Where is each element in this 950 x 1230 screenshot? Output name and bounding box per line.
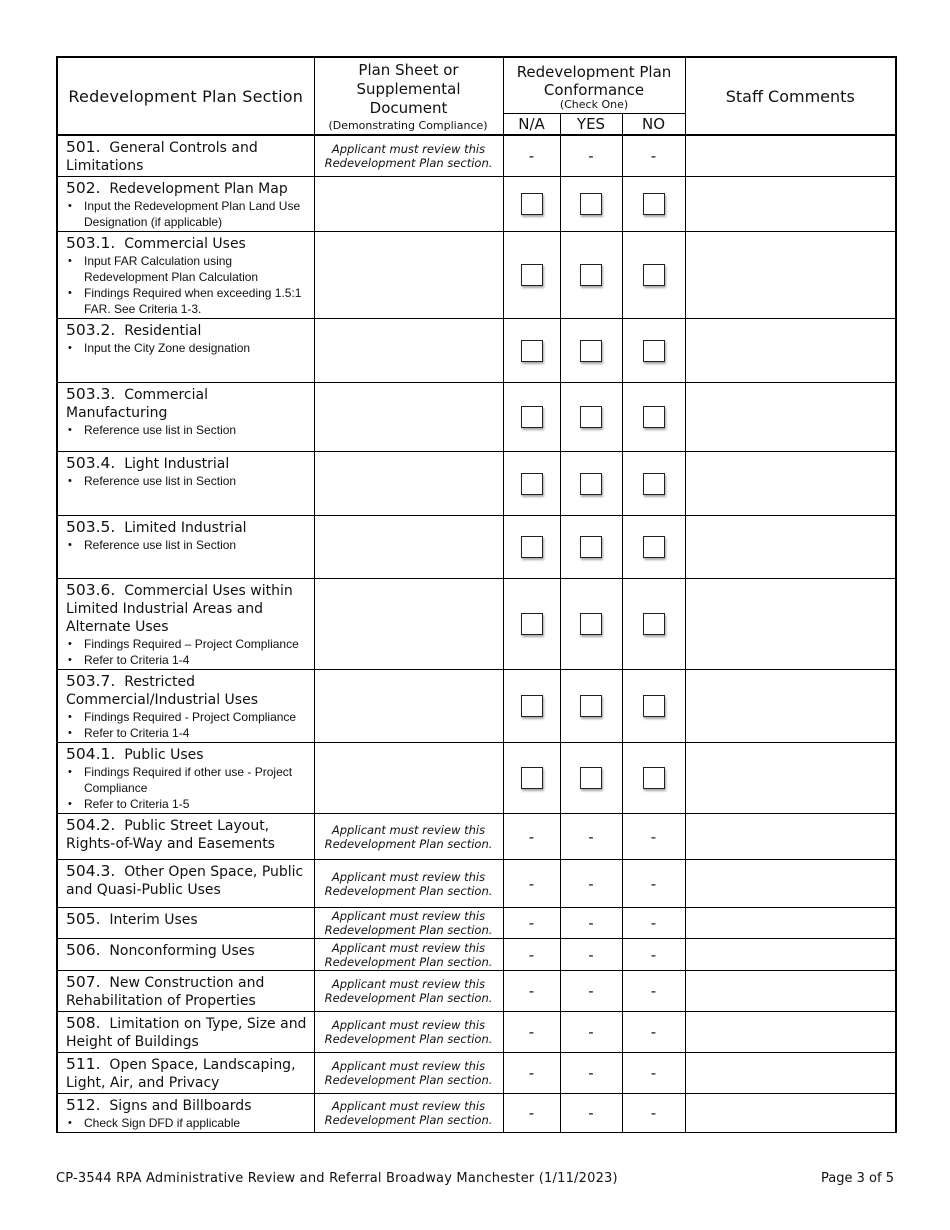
header-yes: YES (560, 113, 622, 135)
checkbox-cell-no (622, 232, 685, 319)
staff-comments-cell[interactable] (685, 1094, 896, 1133)
table-row (57, 1053, 896, 1094)
dash-cell-no: - (622, 135, 685, 177)
dash-cell-no: - (622, 1053, 685, 1094)
dash-cell-yes: - (560, 1053, 622, 1094)
section-bullets (66, 709, 308, 741)
dash-cell-na: - (503, 1094, 560, 1133)
dash-cell-yes: - (560, 939, 622, 971)
staff-comments-cell[interactable] (685, 971, 896, 1012)
checkbox-cell-na (503, 383, 560, 452)
section-bullets (66, 1115, 308, 1131)
plan-sheet-cell[interactable] (314, 579, 503, 670)
checkbox-cell-na (503, 743, 560, 814)
section-number: 506. (66, 941, 101, 959)
table-row (57, 319, 896, 383)
plan-sheet-note: Applicant must review this Redevelopment Plan section. (324, 909, 493, 937)
plan-sheet-cell[interactable] (314, 177, 503, 232)
section-number: 503.2. (66, 321, 116, 339)
table-row (57, 971, 896, 1012)
checkbox-cell-yes (560, 670, 622, 743)
plan-sheet-cell[interactable] (314, 319, 503, 383)
staff-comments-cell[interactable] (685, 939, 896, 971)
plan-sheet-cell (314, 939, 503, 971)
checkbox-no[interactable] (643, 193, 665, 215)
section-title: Public Street Layout, Rights-of-Way and Easements (66, 818, 275, 852)
staff-comments-cell[interactable] (685, 1053, 896, 1094)
dash-cell-na: - (503, 908, 560, 939)
section-number: 503.7. (66, 672, 116, 690)
staff-comments-cell[interactable] (685, 670, 896, 743)
staff-comments-cell[interactable] (685, 516, 896, 579)
section-bullet: • Findings Required – Project Compliance (84, 636, 308, 652)
header-plansheet: Plan Sheet or Supplemental Document (356, 60, 461, 117)
plan-sheet-note: Applicant must review this Redevelopment Plan section. (324, 869, 493, 898)
section-bullet: • Input FAR Calculation using Redevelopment Plan Calculation (84, 253, 308, 285)
section-cell (57, 908, 314, 939)
table-row (57, 516, 896, 579)
table-row (57, 670, 896, 743)
table-row (57, 814, 896, 860)
section-bullets (66, 253, 308, 317)
section-number: 508. (66, 1014, 101, 1032)
section-bullet: • Refer to Criteria 1-4 (84, 725, 308, 741)
section-cell (57, 1094, 314, 1133)
header-plansheet-cell (314, 57, 503, 135)
section-bullet: • Check Sign DFD if applicable (84, 1115, 308, 1131)
section-bullets (66, 340, 308, 356)
checkbox-no[interactable] (643, 473, 665, 495)
checkbox-no[interactable] (643, 406, 665, 428)
plan-sheet-cell (314, 1094, 503, 1133)
dash-cell-na: - (503, 971, 560, 1012)
plan-sheet-note: Applicant must review this Redevelopment Plan section. (324, 977, 493, 1005)
table-row (57, 135, 896, 177)
dash-cell-yes: - (560, 908, 622, 939)
checkbox-no[interactable] (643, 695, 665, 717)
staff-comments-cell[interactable] (685, 135, 896, 177)
checkbox-cell-no (622, 319, 685, 383)
checkbox-no[interactable] (643, 767, 665, 789)
checkbox-yes[interactable] (580, 193, 602, 215)
section-number: 503.6. (66, 581, 116, 599)
dash-cell-yes: - (560, 860, 622, 908)
section-cell (57, 135, 314, 177)
checkbox-cell-na (503, 670, 560, 743)
section-bullets (66, 198, 308, 230)
dash-cell-yes: - (560, 971, 622, 1012)
section-cell (57, 383, 314, 452)
dash-cell-yes: - (560, 814, 622, 860)
section-bullets (66, 473, 308, 489)
table-row (57, 908, 896, 939)
section-number: 503.1. (66, 234, 116, 252)
table-row (57, 383, 896, 452)
dash-cell-na: - (503, 860, 560, 908)
checkbox-cell-yes (560, 177, 622, 232)
checkbox-cell-no (622, 579, 685, 670)
table-row (57, 452, 896, 516)
checkbox-yes[interactable] (580, 695, 602, 717)
section-cell (57, 1053, 314, 1094)
table-row (57, 743, 896, 814)
section-number: 512. (66, 1096, 101, 1114)
plan-sheet-cell[interactable] (314, 743, 503, 814)
dash-cell-na: - (503, 939, 560, 971)
staff-comments-cell[interactable] (685, 860, 896, 908)
plan-sheet-cell (314, 971, 503, 1012)
plan-sheet-note: Applicant must review this Redevelopment Plan section. (324, 1099, 493, 1127)
checkbox-yes[interactable] (580, 536, 602, 558)
checkbox-cell-na (503, 319, 560, 383)
checkbox-cell-yes (560, 516, 622, 579)
section-number: 501. (66, 138, 101, 156)
section-cell (57, 814, 314, 860)
section-title: Limitation on Type, Size and Height of Buildings (66, 1016, 307, 1050)
plan-sheet-cell[interactable] (314, 670, 503, 743)
header-conformance-cell (503, 57, 685, 113)
section-title: Signs and Billboards (109, 1098, 252, 1114)
checkbox-cell-na (503, 516, 560, 579)
checkbox-cell-no (622, 383, 685, 452)
staff-comments-cell[interactable] (685, 319, 896, 383)
checkbox-na[interactable] (521, 264, 543, 286)
plan-sheet-cell[interactable] (314, 383, 503, 452)
dash-cell-no: - (622, 1012, 685, 1053)
dash-cell-no: - (622, 908, 685, 939)
staff-comments-cell[interactable] (685, 177, 896, 232)
table-row (57, 232, 896, 319)
section-cell (57, 1012, 314, 1053)
section-bullets (66, 764, 308, 812)
checkbox-cell-no (622, 177, 685, 232)
table-row (57, 1094, 896, 1133)
section-title: Light Industrial (124, 456, 230, 472)
dash-cell-no: - (622, 939, 685, 971)
plan-sheet-cell (314, 135, 503, 177)
checkbox-cell-yes (560, 232, 622, 319)
section-title: Limited Industrial (124, 520, 247, 536)
checkbox-na[interactable] (521, 767, 543, 789)
checkbox-yes[interactable] (580, 406, 602, 428)
section-title: Commercial Manufacturing (66, 387, 208, 421)
dash-cell-na: - (503, 135, 560, 177)
section-title: Redevelopment Plan Map (109, 181, 288, 197)
section-title: Restricted Commercial/Industrial Uses (66, 674, 259, 708)
section-title: New Construction and Rehabilitation of Properties (66, 975, 265, 1009)
checkbox-yes[interactable] (580, 340, 602, 362)
checkbox-cell-yes (560, 452, 622, 516)
section-bullets (66, 537, 308, 553)
section-number: 502. (66, 179, 101, 197)
table-row (57, 860, 896, 908)
plan-sheet-note: Applicant must review this Redevelopment Plan section. (324, 1059, 493, 1087)
staff-comments-cell[interactable] (685, 452, 896, 516)
table-row (57, 939, 896, 971)
staff-comments-cell[interactable] (685, 908, 896, 939)
section-number: 503.5. (66, 518, 116, 536)
section-number: 504.2. (66, 816, 116, 834)
plan-sheet-cell[interactable] (314, 452, 503, 516)
dash-cell-yes: - (560, 1012, 622, 1053)
dash-cell-na: - (503, 814, 560, 860)
section-title: Interim Uses (109, 912, 198, 928)
checkbox-yes[interactable] (580, 473, 602, 495)
plan-sheet-cell (314, 860, 503, 908)
checkbox-cell-yes (560, 579, 622, 670)
checkbox-yes[interactable] (580, 264, 602, 286)
checkbox-na[interactable] (521, 406, 543, 428)
staff-comments-cell[interactable] (685, 743, 896, 814)
section-bullet: • Findings Required - Project Compliance (84, 709, 308, 725)
section-bullet: • Reference use list in Section (84, 473, 308, 489)
header-conformance-sub: (Check One) (559, 97, 629, 111)
plan-sheet-cell[interactable] (314, 516, 503, 579)
header-section: Redevelopment Plan Section (68, 86, 304, 106)
table-row (57, 177, 896, 232)
plan-sheet-cell[interactable] (314, 232, 503, 319)
section-number: 504.1. (66, 745, 116, 763)
header-plansheet-sub: (Demonstrating Compliance) (328, 118, 488, 132)
checkbox-no[interactable] (643, 264, 665, 286)
plan-sheet-note: Applicant must review this Redevelopment Plan section. (324, 940, 493, 969)
section-bullet: • Findings Required if other use - Project Compliance (84, 764, 308, 796)
header-comments: Staff Comments (725, 86, 855, 106)
dash-cell-no: - (622, 971, 685, 1012)
checkbox-cell-yes (560, 383, 622, 452)
section-title: Commercial Uses within Limited Industrial Areas and Alternate Uses (66, 583, 293, 635)
checkbox-na[interactable] (521, 193, 543, 215)
checkbox-yes[interactable] (580, 767, 602, 789)
section-bullets (66, 422, 308, 438)
table-row (57, 579, 896, 670)
section-cell (57, 452, 314, 516)
staff-comments-cell[interactable] (685, 1012, 896, 1053)
checkbox-na[interactable] (521, 340, 543, 362)
plan-sheet-cell (314, 1053, 503, 1094)
dash-cell-na: - (503, 1012, 560, 1053)
section-title: Commercial Uses (124, 236, 246, 252)
plan-sheet-cell (314, 814, 503, 860)
staff-comments-cell[interactable] (685, 383, 896, 452)
checkbox-cell-no (622, 452, 685, 516)
section-cell (57, 860, 314, 908)
section-title: Other Open Space, Public and Quasi-Public Uses (66, 864, 304, 898)
staff-comments-cell[interactable] (685, 814, 896, 860)
section-number: 511. (66, 1055, 101, 1073)
plan-sheet-note: Applicant must review this Redevelopment Plan section. (324, 1018, 493, 1046)
section-number: 503.4. (66, 454, 116, 472)
section-title: Open Space, Landscaping, Light, Air, and Privacy (66, 1057, 296, 1091)
plan-sheet-note: Applicant must review this Redevelopment Plan section. (324, 822, 493, 851)
plan-sheet-cell (314, 908, 503, 939)
checkbox-na[interactable] (521, 473, 543, 495)
footer-form-id: CP-3544 RPA Administrative Review and Referral Broadway Manchester (1/11/2023) (56, 1171, 618, 1186)
section-bullet: • Refer to Criteria 1-4 (84, 652, 308, 668)
dash-cell-na: - (503, 1053, 560, 1094)
section-number: 503.3. (66, 385, 116, 403)
section-cell (57, 939, 314, 971)
section-cell (57, 319, 314, 383)
header-comments-cell (685, 57, 896, 135)
checkbox-no[interactable] (643, 613, 665, 635)
header-na: N/A (503, 113, 560, 135)
section-number: 507. (66, 973, 101, 991)
checkbox-cell-no (622, 743, 685, 814)
header-conformance: Redevelopment Plan Conformance (516, 62, 672, 99)
section-bullets (66, 636, 308, 668)
dash-cell-no: - (622, 1094, 685, 1133)
section-cell (57, 971, 314, 1012)
section-bullet: • Findings Required when exceeding 1.5:1 FAR. See Criteria 1-3. (84, 285, 308, 317)
section-title: General Controls and Limitations (66, 140, 258, 174)
checkbox-cell-no (622, 670, 685, 743)
checkbox-cell-na (503, 177, 560, 232)
checkbox-cell-na (503, 452, 560, 516)
checkbox-na[interactable] (521, 536, 543, 558)
checkbox-cell-no (622, 516, 685, 579)
section-bullet: • Reference use list in Section (84, 422, 308, 438)
section-title: Residential (124, 323, 202, 339)
section-cell (57, 743, 314, 814)
section-bullet: • Refer to Criteria 1-5 (84, 796, 308, 812)
conformance-table (56, 56, 897, 1133)
section-title: Nonconforming Uses (109, 943, 255, 959)
staff-comments-cell[interactable] (685, 232, 896, 319)
plan-sheet-note: Applicant must review this Redevelopment Plan section. (324, 142, 493, 170)
section-bullet: • Input the City Zone designation (84, 340, 308, 356)
table-header (57, 57, 896, 135)
dash-cell-yes: - (560, 135, 622, 177)
section-number: 504.3. (66, 862, 116, 880)
section-bullet: • Reference use list in Section (84, 537, 308, 553)
checkbox-cell-na (503, 579, 560, 670)
header-section-cell (57, 57, 314, 135)
checkbox-no[interactable] (643, 340, 665, 362)
section-cell (57, 516, 314, 579)
section-bullet: • Input the Redevelopment Plan Land Use Designation (if applicable) (84, 198, 308, 230)
checkbox-na[interactable] (521, 613, 543, 635)
section-number: 505. (66, 910, 101, 928)
checkbox-yes[interactable] (580, 613, 602, 635)
table-body (57, 135, 896, 1133)
section-cell (57, 177, 314, 232)
section-cell (57, 232, 314, 319)
dash-cell-no: - (622, 814, 685, 860)
staff-comments-cell[interactable] (685, 579, 896, 670)
section-title: Public Uses (124, 747, 204, 763)
checkbox-na[interactable] (521, 695, 543, 717)
checkbox-cell-yes (560, 319, 622, 383)
section-cell (57, 579, 314, 670)
section-cell (57, 670, 314, 743)
table-row (57, 1012, 896, 1053)
footer-page-number: Page 3 of 5 (821, 1171, 894, 1186)
plan-sheet-cell (314, 1012, 503, 1053)
dash-cell-no: - (622, 860, 685, 908)
checkbox-no[interactable] (643, 536, 665, 558)
checkbox-cell-yes (560, 743, 622, 814)
header-no: NO (622, 113, 685, 135)
checkbox-cell-na (503, 232, 560, 319)
dash-cell-yes: - (560, 1094, 622, 1133)
